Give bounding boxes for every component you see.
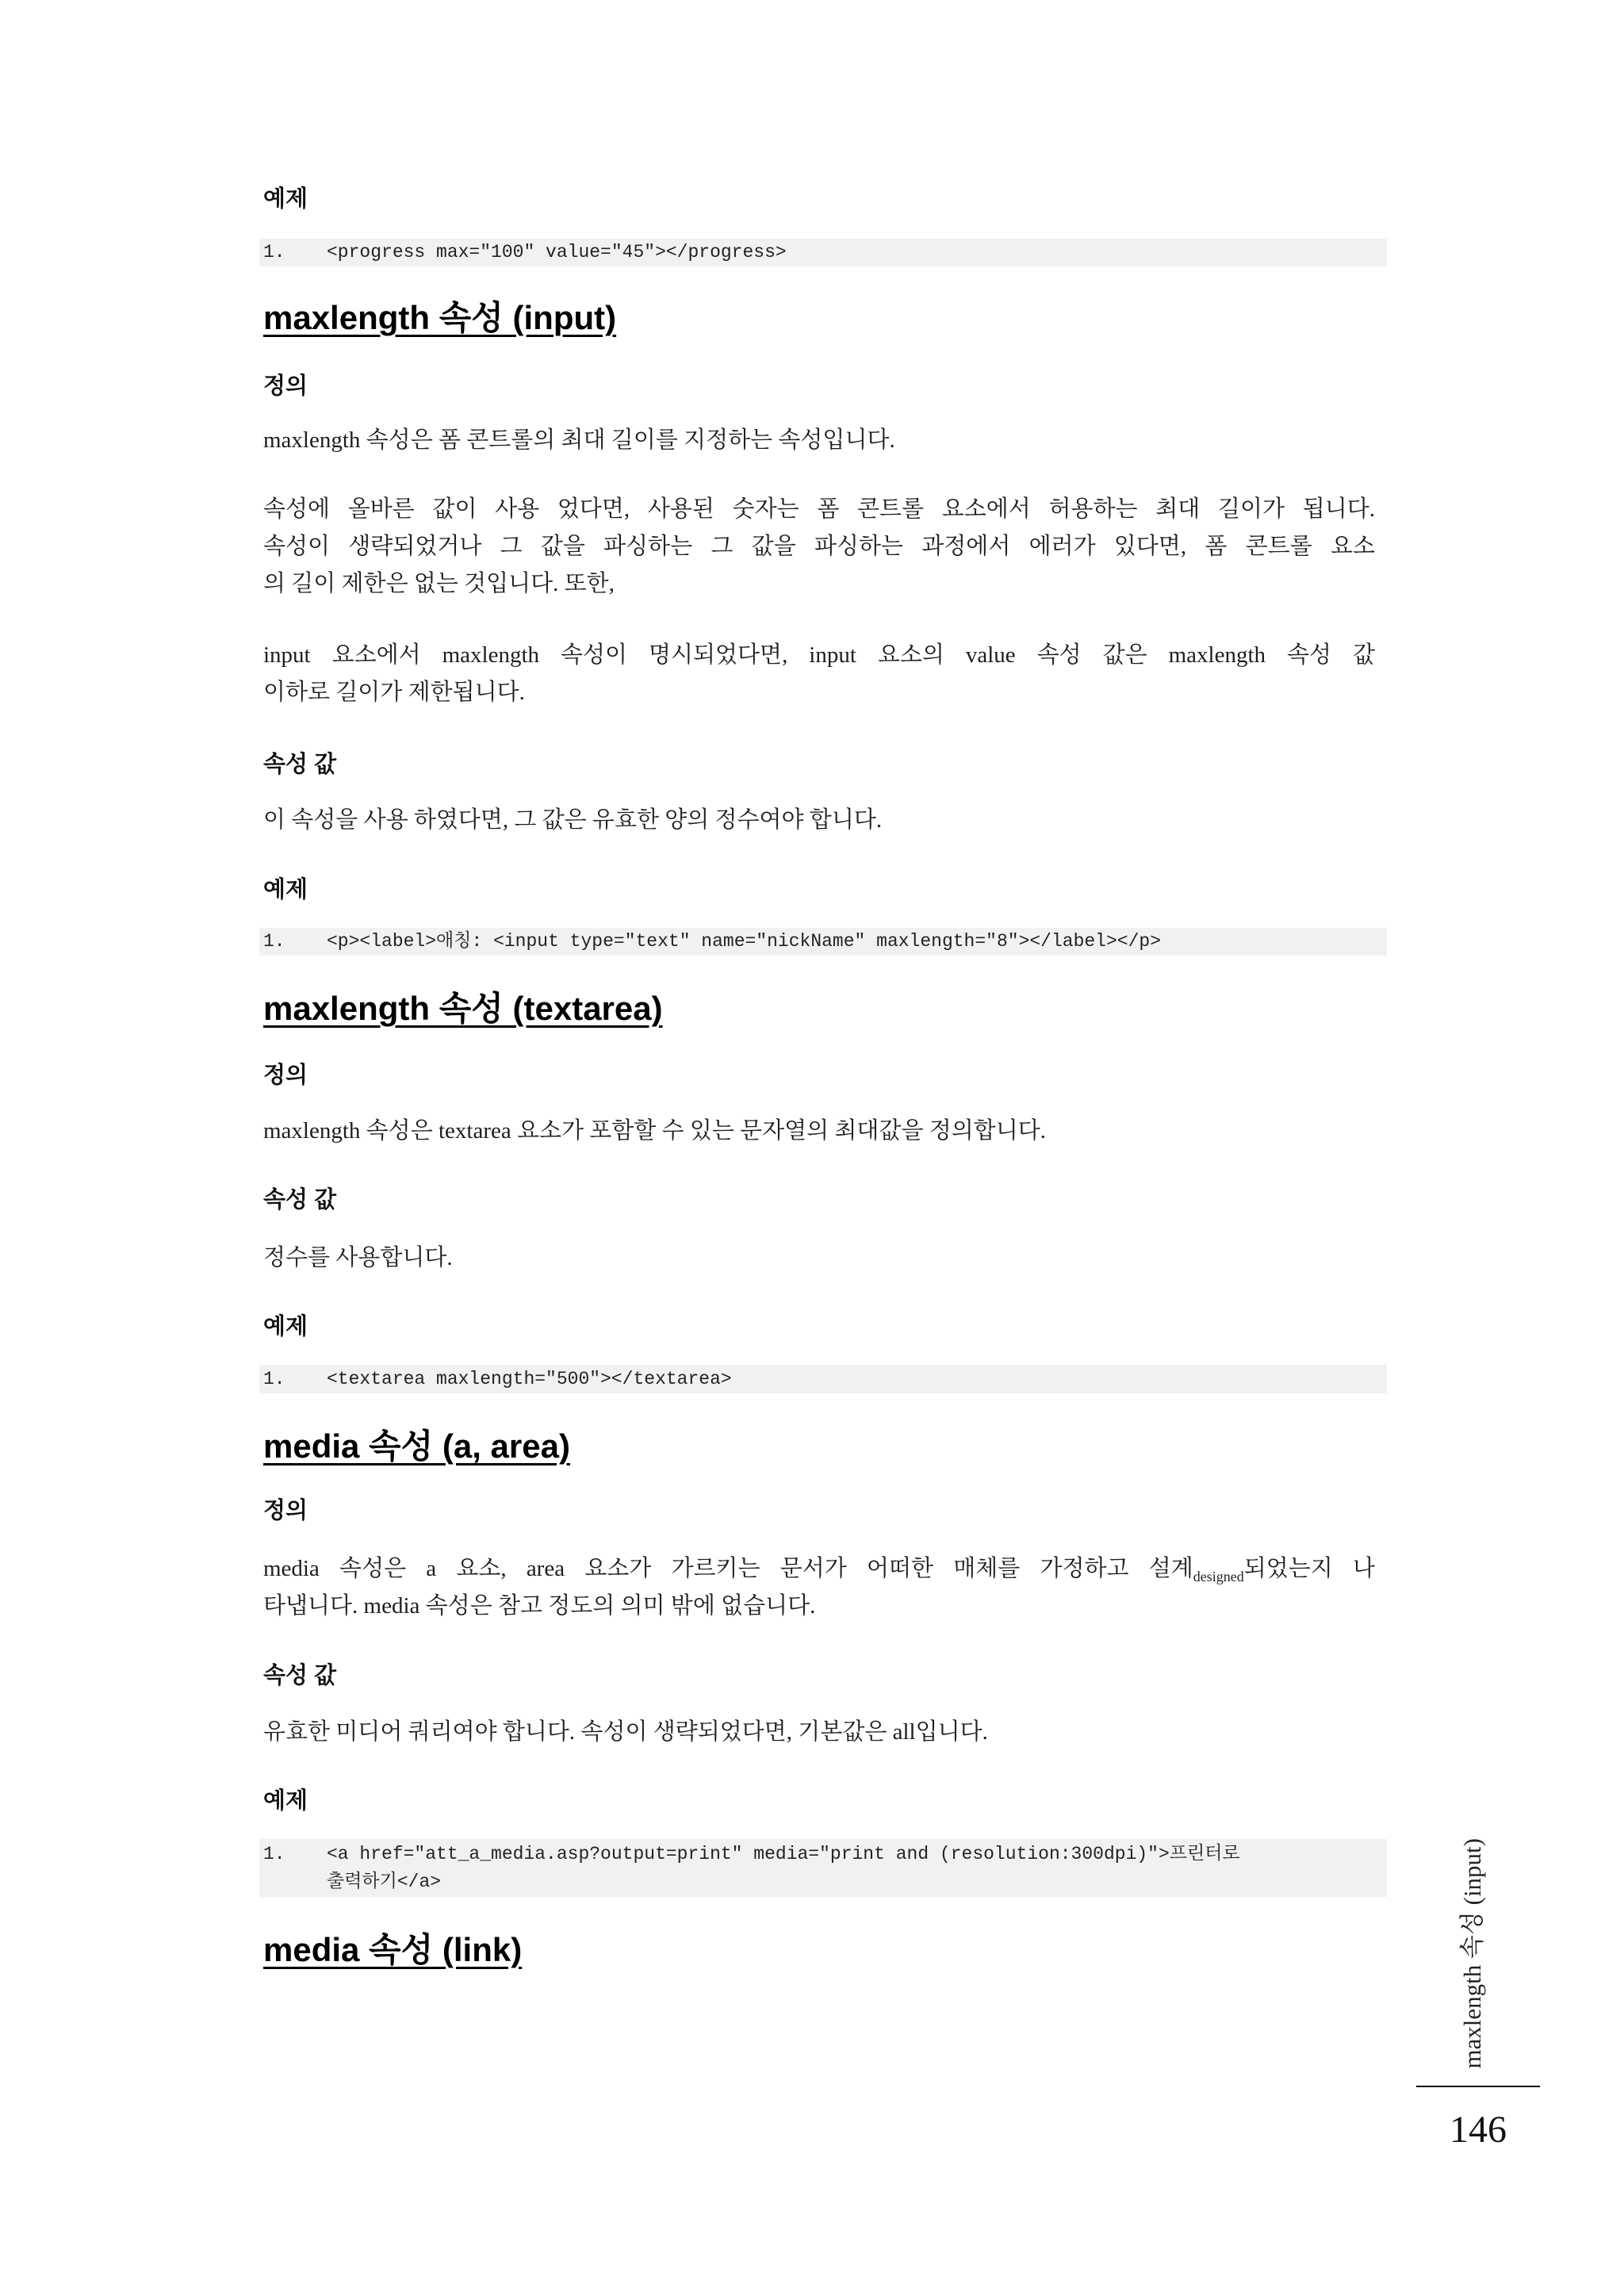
section-title: maxlength 속성 (input) bbox=[263, 299, 617, 336]
attribute-value-paragraph bbox=[263, 802, 1375, 839]
footer-rule bbox=[1416, 2086, 1540, 2087]
definition-paragraph bbox=[263, 1550, 1375, 1625]
section-title: maxlength 속성 (textarea) bbox=[263, 990, 663, 1027]
definition-label: 정의 bbox=[263, 1063, 308, 1088]
paragraph-line: 이 속성을 사용 하였다면, 그 값은 유효한 양의 정수여야 합니다. bbox=[263, 807, 883, 833]
code-line-number: 1. bbox=[263, 931, 285, 952]
attribute-value-label: 속성 값 bbox=[263, 1663, 337, 1688]
code-line-number: 1. bbox=[263, 1369, 285, 1389]
paragraph-line: 유효한 미디어 쿼리여야 합니다. 속성이 생략되었다면, 기본값은 all입니다. bbox=[263, 1719, 988, 1745]
code-block bbox=[259, 1839, 1387, 1897]
paragraph-text: 되었는지 나 bbox=[1243, 1556, 1375, 1581]
subscript-annotation: designed bbox=[1193, 1569, 1244, 1584]
code-block bbox=[259, 1365, 1387, 1393]
example-label: 예제 bbox=[263, 1788, 308, 1814]
section-heading bbox=[263, 988, 663, 1029]
code-block bbox=[259, 239, 1387, 266]
section-title: media 속성 (link) bbox=[263, 1931, 523, 1968]
section-title: media 속성 (a, area) bbox=[263, 1427, 570, 1465]
paragraph-line: 의 길이 제한은 없는 것입니다. 또한, bbox=[263, 571, 615, 596]
paragraph-line: maxlength 속성은 폼 콘트롤의 최대 길이를 지정하는 속성입니다. bbox=[263, 427, 895, 453]
code-line: <progress max="100" value="45"></progress> bbox=[327, 242, 787, 262]
paragraph-text: media 속성은 a 요소, area 요소가 가르키는 문서가 어떠한 매체를 가정하고 설계 bbox=[263, 1556, 1193, 1581]
paragraph-line bbox=[263, 1550, 1375, 1588]
section-heading bbox=[263, 1929, 522, 1971]
code-line: 출력하기</a> bbox=[327, 1872, 442, 1892]
definition-paragraph bbox=[263, 637, 1375, 711]
code-block bbox=[259, 928, 1387, 956]
definition-paragraph bbox=[263, 1113, 1375, 1150]
paragraph-line: 속성이 생략되었거나 그 값을 파싱하는 그 값을 파싱하는 과정에서 에러가 있다면, 폼 콘트롤 요소 bbox=[263, 534, 1375, 559]
definition-paragraph bbox=[263, 422, 1375, 459]
example-label: 예제 bbox=[263, 186, 308, 212]
section-heading bbox=[263, 297, 616, 339]
attribute-value-label: 속성 값 bbox=[263, 1187, 337, 1213]
paragraph-line: maxlength 속성은 textarea 요소가 포함할 수 있는 문자열의 최대값을 정의합니다. bbox=[263, 1118, 1047, 1144]
paragraph-line: 타냅니다. media 속성은 참고 정도의 의미 밖에 없습니다. bbox=[263, 1593, 816, 1619]
attribute-value-label: 속성 값 bbox=[263, 752, 337, 777]
code-line: <p><label>애칭: <input type="text" name="nickName" maxlength="8"></label></p> bbox=[327, 931, 1161, 952]
paragraph-line: 정수를 사용합니다. bbox=[263, 1245, 453, 1270]
page-number: 146 bbox=[1450, 2109, 1507, 2151]
definition-label: 정의 bbox=[263, 374, 308, 399]
attribute-value-paragraph bbox=[263, 1714, 1375, 1751]
definition-paragraph bbox=[263, 491, 1375, 603]
code-line: <a href="att_a_media.asp?output=print" media="print and (resolution:300dpi)">프린터로 bbox=[327, 1844, 1240, 1864]
section-heading bbox=[263, 1426, 570, 1467]
paragraph-line: 속성에 올바른 값이 사용 었다면, 사용된 숫자는 폼 콘트롤 요소에서 허용하는 최대 길이가 됩니다. bbox=[263, 496, 1375, 522]
definition-label: 정의 bbox=[263, 1498, 308, 1523]
example-label: 예제 bbox=[263, 1314, 308, 1339]
running-header: maxlength 속성 (input) bbox=[1458, 1838, 1486, 2069]
code-line: <textarea maxlength="500"></textarea> bbox=[327, 1369, 732, 1389]
paragraph-line: input 요소에서 maxlength 속성이 명시되었다면, input 요소의 value 속성 값은 maxlength 속성 값 bbox=[263, 642, 1375, 668]
example-label: 예제 bbox=[263, 877, 308, 902]
code-line-number: 1. bbox=[263, 1844, 285, 1864]
paragraph-line: 이하로 길이가 제한됩니다. bbox=[263, 680, 525, 705]
attribute-value-paragraph bbox=[263, 1239, 1375, 1277]
code-line-number: 1. bbox=[263, 242, 285, 262]
